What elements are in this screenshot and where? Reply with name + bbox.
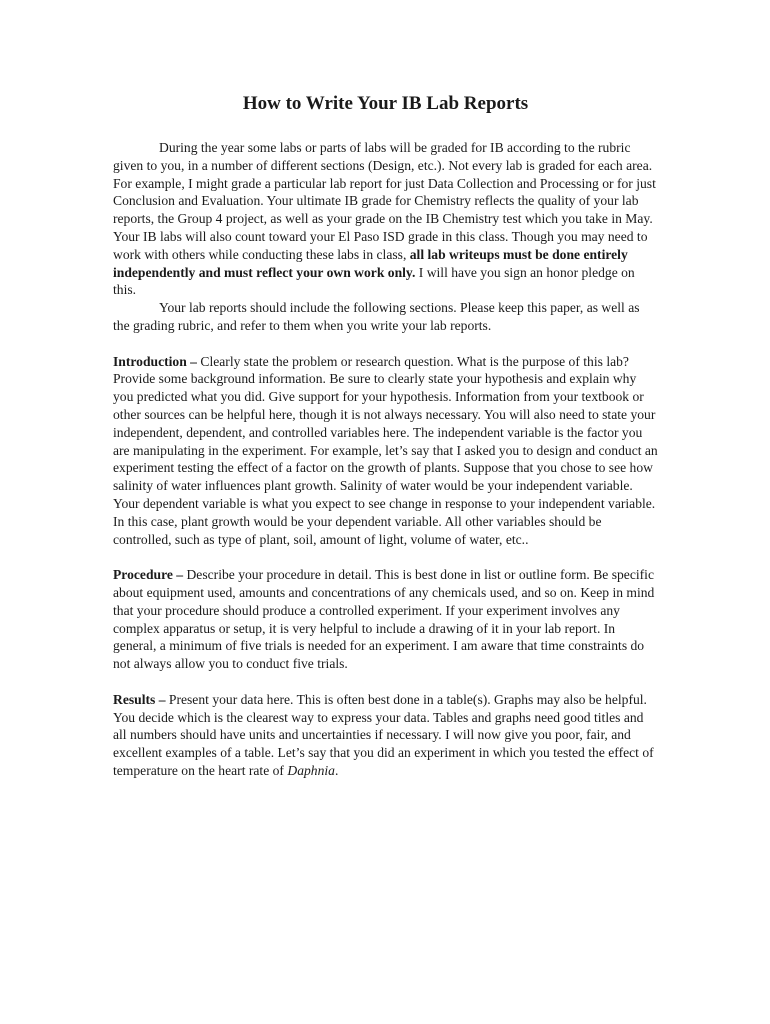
intro-text-end: I will have you sign an honor pledge on this. (113, 264, 635, 298)
intro-bold-text: all lab writeups must be done entirely independently and must reflect your own work only. (113, 246, 628, 280)
intro-paragraph (113, 139, 658, 299)
intro-text: During the year some labs or parts of labs will be graded for IB according to the rubric given to you, in a number of different sections (Design, etc.). Not every lab is graded for each area. For example, I might grade a particular lab report for just Data Collection and Processing or for just Conclusion and Evaluation. Your ultimate IB grade for Chemistry reflects the quality of your lab reports, the Group 4 project, as well as your grade on the IB Chemistry test which you take in May. Your IB labs will also count toward your El Paso ISD grade in this class. Though you may need to work with others while conducting these labs in class, (113, 140, 656, 262)
procedure-section (113, 566, 658, 673)
introduction-section (113, 353, 658, 549)
procedure-body: Describe your procedure in detail. This is best done in list or outline form. Be specific about equipment used, amounts and concentrations of any chemicals used, and so on. Keep in mind that your procedure should produce a controlled experiment. If your experiment involves any complex apparatus or setup, it is very helpful to include a drawing of it in your lab report. In general, a minimum of five trials is needed for an experiment. I am aware that time constraints do not always allow you to conduct five trials. (113, 567, 655, 672)
document-title: How to Write Your IB Lab Reports (242, 93, 529, 114)
procedure-heading: Procedure – (113, 567, 184, 583)
introduction-heading: Introduction – (113, 353, 197, 369)
results-heading: Results – (113, 691, 166, 707)
second-paragraph: Your lab reports should include the following sections. Please keep this paper, as well as the grading rubric, and refer to them when you write your lab reports. (113, 300, 640, 333)
results-italic-term: Daphnia (287, 762, 335, 778)
results-ending: . (334, 762, 339, 778)
results-body: Present your data here. This is often best done in a table(s). Graphs may also be helpful. You decide which is the clearest way to express your data. Tables and graphs need good titles and all numbers should have units and uncertainties if necessary. I will now give you poor, fair, and excellent examples of a table. Let’s say that you did an experiment in which you tested the effect of temperature on the heart rate of (113, 691, 654, 778)
results-section (113, 691, 658, 780)
introduction-body: Clearly state the problem or research question. What is the purpose of this lab? Provide some background information. Be sure to clearly state your hypothesis and explain why you predicted what you did. Give support for your hypothesis. Information from your textbook or other sources can be helpful here, though it is not always necessary. You will also need to state your independent, dependent, and controlled variables here. The independent variable is the factor you are manipulating in the experiment. For example, let’s say that I asked you to design and conduct an experiment testing the effect of a factor on the growth of plants. Suppose that you chose to see how salinity of water influences plant growth. Salinity of water would be your independent variable. Your dependent variable is what you expect to see change in response to your independent variable. In this case, plant growth would be your dependent variable. All other variables should be controlled, such as type of plant, soil, amount of light, volume of water, etc.. (113, 353, 658, 547)
document-page (113, 92, 658, 780)
